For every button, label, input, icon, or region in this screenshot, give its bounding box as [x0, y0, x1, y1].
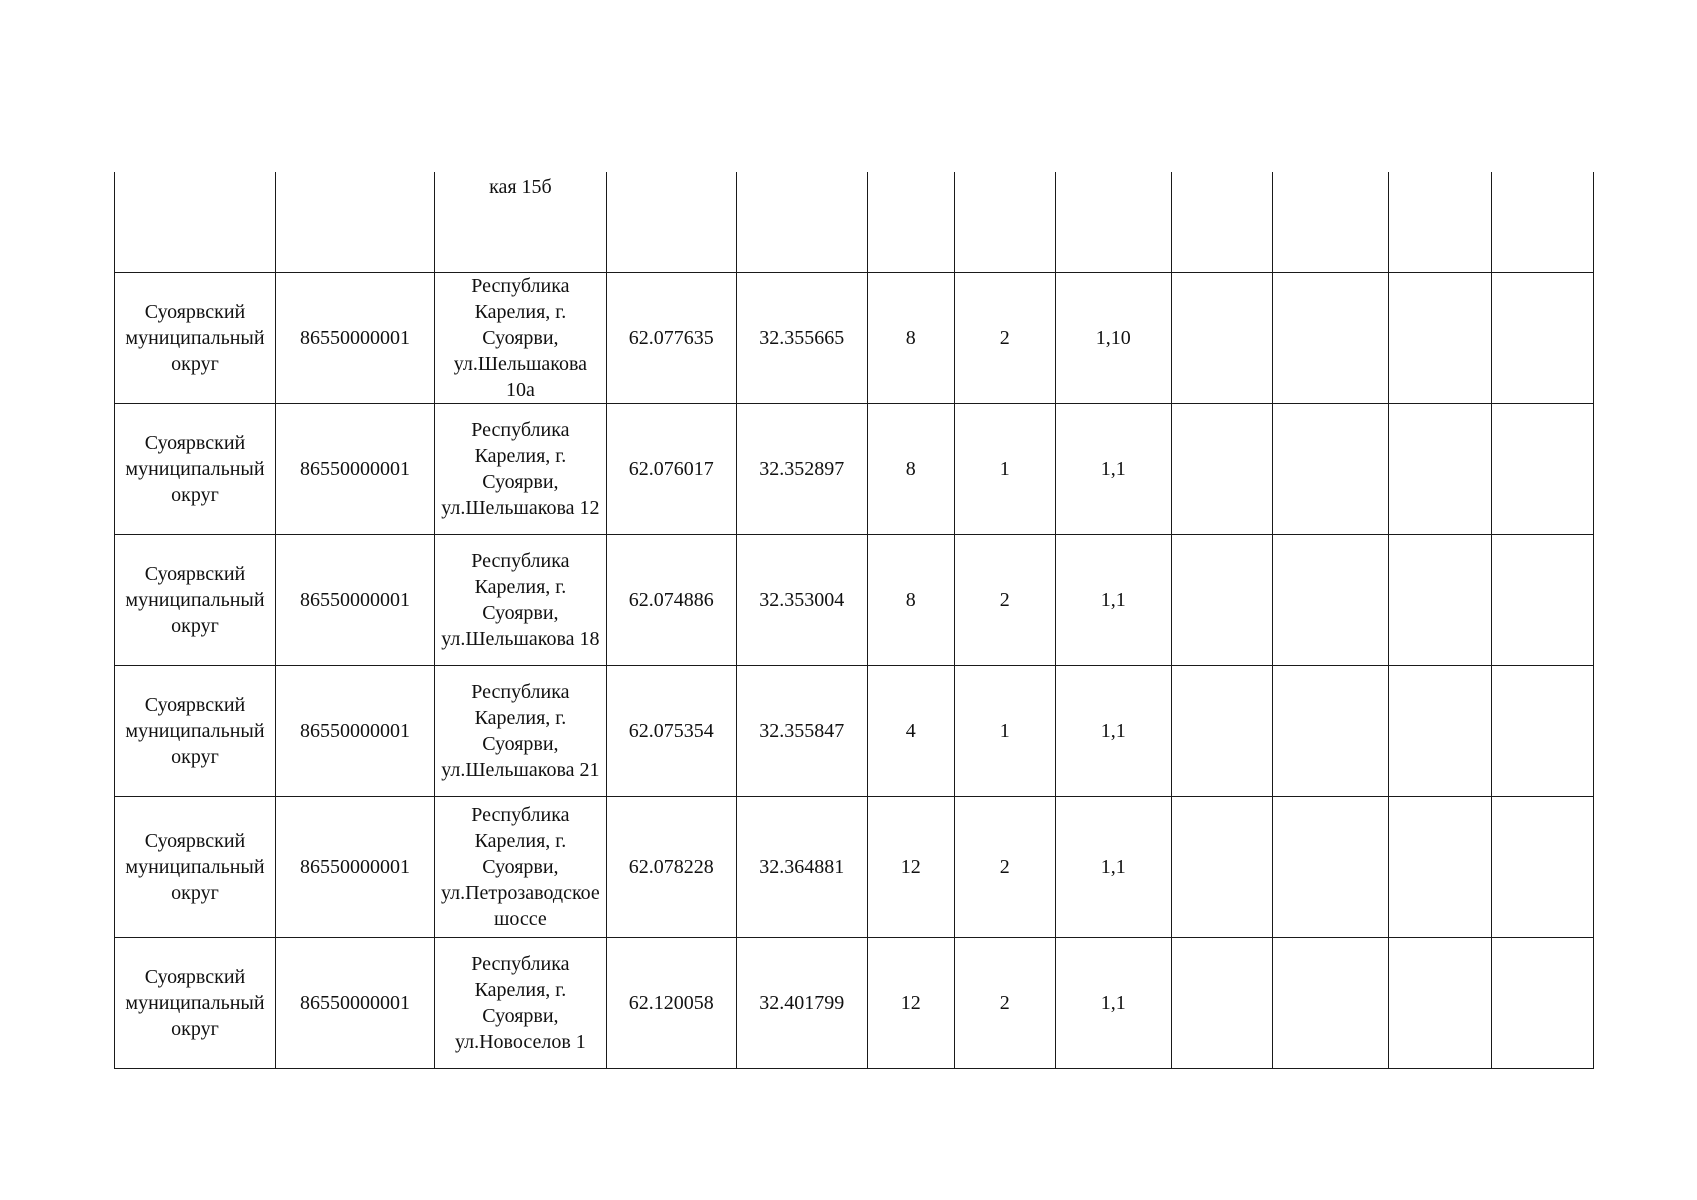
cell-col10	[1272, 172, 1388, 272]
cell-col9	[1171, 272, 1272, 403]
cell-longitude	[736, 534, 867, 665]
cell-oktmo	[276, 172, 435, 272]
cell-latitude	[606, 272, 736, 403]
table-row	[115, 665, 1594, 796]
cell-col11	[1388, 665, 1491, 796]
cell-latitude	[606, 937, 736, 1068]
cell-text: 2	[999, 326, 1010, 349]
cell-col7	[954, 665, 1055, 796]
cell-col8	[1055, 796, 1171, 937]
cell-latitude	[606, 665, 736, 796]
cell-col6	[867, 172, 954, 272]
table-row-continuation	[115, 172, 1594, 272]
cell-col7	[954, 272, 1055, 403]
cell-col10	[1272, 534, 1388, 665]
cell-oktmo	[276, 534, 435, 665]
cell-text: Суоярвский муниципальный округ	[125, 829, 265, 904]
cell-text: Суоярвский муниципальный округ	[125, 300, 265, 375]
cell-text: 1,10	[1095, 326, 1131, 349]
cell-text: 1,1	[1100, 719, 1126, 742]
cell-text: 62.074886	[628, 588, 714, 611]
cell-col6	[867, 937, 954, 1068]
table-body	[115, 172, 1594, 1068]
cell-longitude	[736, 403, 867, 534]
cell-address	[435, 937, 607, 1068]
cell-address	[435, 665, 607, 796]
cell-col9	[1171, 665, 1272, 796]
cell-col8	[1055, 937, 1171, 1068]
cell-text: 4	[905, 719, 916, 742]
cell-district	[115, 534, 276, 665]
cell-col8	[1055, 665, 1171, 796]
table-row	[115, 272, 1594, 403]
cell-col6	[867, 796, 954, 937]
cell-col9	[1171, 403, 1272, 534]
cell-text: Республика Карелия, г. Суоярви, ул.Петрозаводское шоссе	[441, 803, 600, 930]
cell-col11	[1388, 534, 1491, 665]
cell-col12	[1491, 937, 1593, 1068]
table-row	[115, 937, 1594, 1068]
cell-col12	[1491, 403, 1593, 534]
cell-text: Республика Карелия, г. Суоярви, ул.Шельшакова 10а	[453, 274, 588, 401]
cell-col7	[954, 937, 1055, 1068]
cell-text: 12	[900, 855, 921, 878]
cell-text: 8	[905, 326, 916, 349]
cell-col6	[867, 534, 954, 665]
cell-text: 1,1	[1100, 588, 1126, 611]
cell-text: 86550000001	[300, 855, 410, 878]
table-row	[115, 403, 1594, 534]
cell-col10	[1272, 272, 1388, 403]
cell-text: 32.355847	[759, 719, 845, 742]
cell-latitude	[606, 796, 736, 937]
cell-col12	[1491, 534, 1593, 665]
cell-oktmo	[276, 665, 435, 796]
cell-text: 1	[999, 457, 1010, 480]
cell-col10	[1272, 796, 1388, 937]
cell-text: 1,1	[1100, 457, 1126, 480]
cell-text: 8	[905, 588, 916, 611]
cell-col9	[1171, 534, 1272, 665]
cell-text: 12	[900, 991, 921, 1014]
cell-col11	[1388, 937, 1491, 1068]
cell-col8	[1055, 403, 1171, 534]
cell-col12	[1491, 172, 1593, 272]
cell-text: Республика Карелия, г. Суоярви, ул.Шельшакова 12	[441, 418, 600, 519]
cell-col6	[867, 665, 954, 796]
cell-col11	[1388, 172, 1491, 272]
cell-address	[435, 272, 607, 403]
cell-text: 62.075354	[628, 719, 714, 742]
cell-col11	[1388, 272, 1491, 403]
cell-address	[435, 796, 607, 937]
cell-text: 32.352897	[759, 457, 845, 480]
cell-oktmo	[276, 403, 435, 534]
cell-col10	[1272, 665, 1388, 796]
cell-address	[435, 403, 607, 534]
cell-longitude	[736, 937, 867, 1068]
cell-text: 62.078228	[628, 855, 714, 878]
cell-address	[435, 172, 607, 272]
cell-text: 2	[999, 855, 1010, 878]
cell-col7	[954, 403, 1055, 534]
cell-text: 1,1	[1100, 855, 1126, 878]
cell-text: кая 15б	[489, 176, 552, 198]
cell-text: 1,1	[1100, 991, 1126, 1014]
cell-col9	[1171, 796, 1272, 937]
cell-oktmo	[276, 796, 435, 937]
cell-latitude	[606, 403, 736, 534]
cell-col10	[1272, 937, 1388, 1068]
cell-text: Суоярвский муниципальный округ	[125, 562, 265, 637]
cell-text: 86550000001	[300, 457, 410, 480]
cell-col9	[1171, 937, 1272, 1068]
data-table	[114, 172, 1594, 1069]
cell-col8	[1055, 172, 1171, 272]
cell-district	[115, 272, 276, 403]
cell-col12	[1491, 272, 1593, 403]
cell-col8	[1055, 534, 1171, 665]
cell-district	[115, 796, 276, 937]
cell-col7	[954, 534, 1055, 665]
cell-address	[435, 534, 607, 665]
cell-text: 62.120058	[628, 991, 714, 1014]
cell-text: Суоярвский муниципальный округ	[125, 693, 265, 768]
cell-district	[115, 403, 276, 534]
cell-text: 2	[999, 991, 1010, 1014]
cell-longitude	[736, 665, 867, 796]
cell-text: Республика Карелия, г. Суоярви, ул.Шельшакова 21	[441, 680, 600, 781]
cell-col11	[1388, 403, 1491, 534]
cell-text: 2	[999, 588, 1010, 611]
cell-text: 62.077635	[628, 326, 714, 349]
cell-district	[115, 665, 276, 796]
table-row	[115, 796, 1594, 937]
cell-latitude	[606, 172, 736, 272]
cell-text: 86550000001	[300, 991, 410, 1014]
cell-latitude	[606, 534, 736, 665]
cell-text: 32.401799	[759, 991, 845, 1014]
cell-col6	[867, 403, 954, 534]
cell-text: 1	[999, 719, 1010, 742]
cell-longitude	[736, 796, 867, 937]
cell-text: 8	[905, 457, 916, 480]
cell-longitude	[736, 172, 867, 272]
cell-col6	[867, 272, 954, 403]
cell-col11	[1388, 796, 1491, 937]
cell-text: Суоярвский муниципальный округ	[125, 965, 265, 1040]
cell-col7	[954, 172, 1055, 272]
cell-col8	[1055, 272, 1171, 403]
cell-district	[115, 172, 276, 272]
cell-district	[115, 937, 276, 1068]
cell-oktmo	[276, 937, 435, 1068]
cell-text: 32.353004	[759, 588, 845, 611]
cell-col10	[1272, 403, 1388, 534]
cell-text: 32.364881	[759, 855, 845, 878]
cell-longitude	[736, 272, 867, 403]
cell-col9	[1171, 172, 1272, 272]
table-row	[115, 534, 1594, 665]
cell-text: 62.076017	[628, 457, 714, 480]
cell-text: 32.355665	[759, 326, 845, 349]
cell-text: Республика Карелия, г. Суоярви, ул.Шельшакова 18	[441, 549, 600, 650]
cell-text: 86550000001	[300, 326, 410, 349]
cell-text: Суоярвский муниципальный округ	[125, 431, 265, 506]
cell-col12	[1491, 665, 1593, 796]
cell-col12	[1491, 796, 1593, 937]
cell-col7	[954, 796, 1055, 937]
cell-text: 86550000001	[300, 719, 410, 742]
cell-text: 86550000001	[300, 588, 410, 611]
cell-text: Республика Карелия, г. Суоярви, ул.Новоселов 1	[455, 952, 586, 1053]
cell-oktmo	[276, 272, 435, 403]
